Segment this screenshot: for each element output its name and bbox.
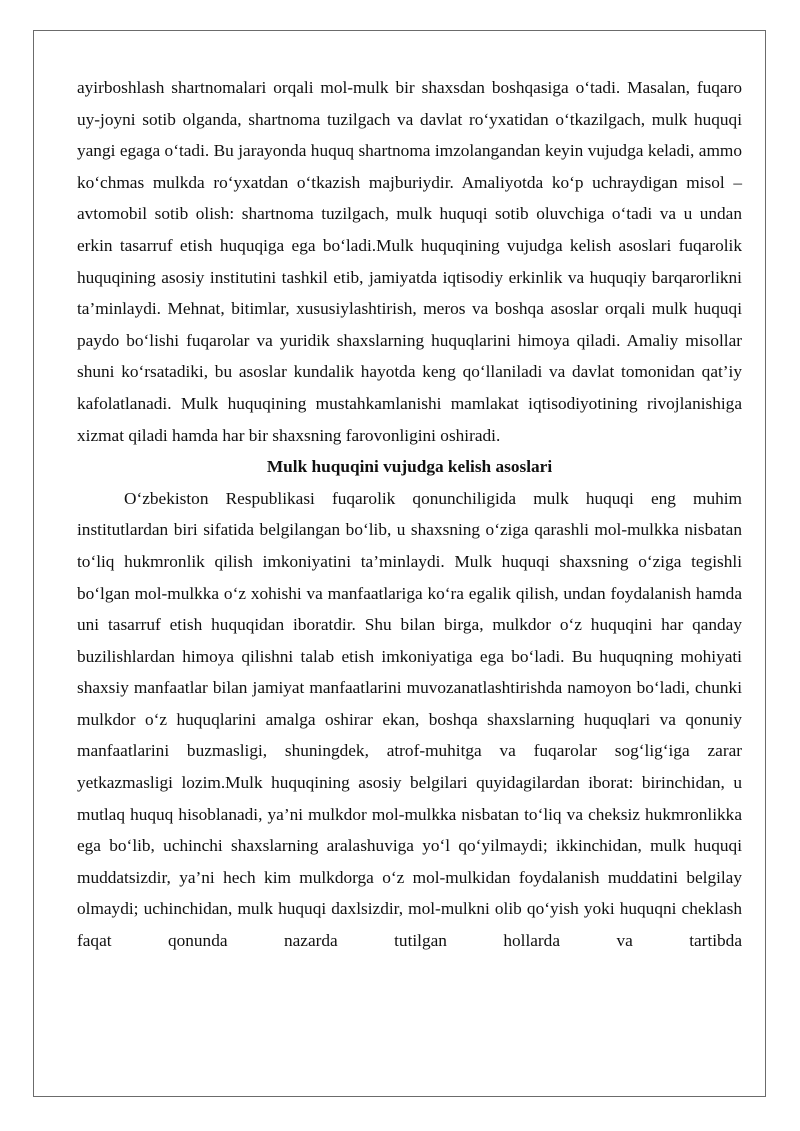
body-paragraph: O‘zbekiston Respublikasi fuqarolik qonunchiligida mulk huquqi eng muhim institutlardan biri sifatida belgilangan bo‘lib, u shaxsning o‘ziga qarashli mol-mulkka nisbatan to‘liq hukmronlik qilish imkoniyatini ta’minlaydi. Mulk huquqi shaxsning o‘ziga tegishli bo‘lgan mol-mulkka o‘z xohishi va manfaatlariga ko‘ra egalik qilish, undan foydalanish hamda uni tasarruf etish huquqidan iboratdir. Shu bilan birga, mulkdor o‘z huquqini har qanday buzilishlardan himoya qilishni talab etish imkoniyatiga ega bo‘ladi. Bu huquqning mohiyati shaxsiy manfaatlar bilan jamiyat manfaatlarini muvozanatlashtirishda namoyon bo‘ladi, chunki mulkdor o‘z huquqlarini amalga oshirar ekan, boshqa shaxslarning huquqlari va qonuniy manfaatlarini buzmasligi, shuningdek, atrof-muhitga va fuqarolar sog‘lig‘iga zarar yetkazmasligi lozim.Mulk huquqining asosiy belgilari quyidagilardan iborat: birinchidan, u mutlaq huquq hisoblanadi, ya’ni mulkdor mol-mulkka nisbatan to‘liq va cheksiz hukmronlikka ega bo‘lib, uchinchi shaxslarning aralashuviga yo‘l qo‘yilmaydi; ikkinchidan, mulk huquqi muddatsizdir, ya’ni hech kim mulkdorga o‘z mol-mulkidan foydalanish muddatini belgilay olmaydi; uchinchidan, mulk huquqi daxlsizdir, mol-mulkni olib qo‘yish yoki huquqni cheklash faqat qonunda nazarda tutilgan hollarda va tartibda — [77, 488, 742, 951]
section-heading: Mulk huquqini vujudga kelish asoslari — [266, 457, 553, 477]
body-paragraph: ayirboshlash shartnomalari orqali mol-mulk bir shaxsdan boshqasiga o‘tadi. Masalan, fuqaro uy-joyni sotib olganda, shartnoma tuzilgach va davlat ro‘yxatidan o‘tkazilgach, mulk huquqi yangi egaga o‘tadi. Bu jarayonda huquq shartnoma imzolangandan keyin vujudga keladi, ammo ko‘chmas mulkda ro‘yxatdan o‘tkazish majburiydir. Amaliyotda ko‘p uchraydigan misol – avtomobil sotib olish: shartnoma tuzilgach, mulk huquqi sotib oluvchiga o‘tadi va u undan erkin tasarruf etish huquqiga ega bo‘ladi.Mulk huquqining vujudga kelish asoslari fuqarolik huquqining asosiy institutini tashkil etib, jamiyatda iqtisodiy erkinlik va huquqiy barqarorlikni ta’minlaydi. Mehnat, bitimlar, xususiylashtirish, meros va boshqa asoslar orqali mulk huquqi paydo bo‘lishi fuqarolar va yuridik shaxslarning huquqlarini himoya qiladi. Amaliy misollar shuni ko‘rsatadiki, bu asoslar kundalik hayotda keng qo‘llaniladi va davlat tomonidan qat’iy kafolatlanadi. Mulk huquqining mustahkamlanishi mamlakat iqtisodiyotining rivojlanishiga xizmat qiladi hamda har bir shaxsning farovonligini oshiradi. — [77, 78, 742, 445]
document-body — [77, 72, 742, 957]
